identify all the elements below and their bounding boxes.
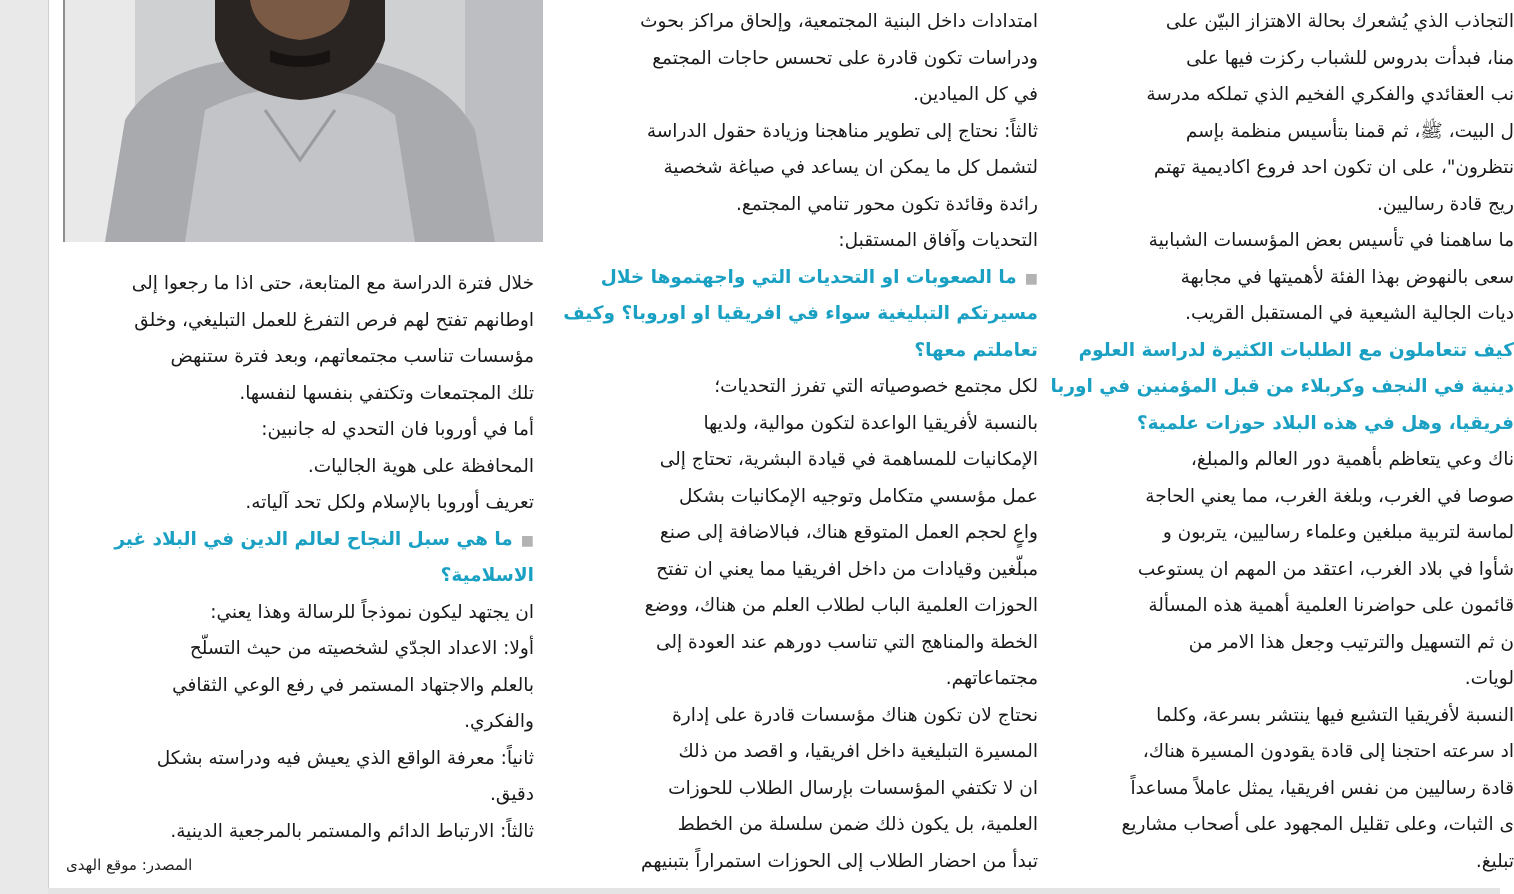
text-line: لتشمل كل ما يمكن ان يساعد في صياغة شخصية <box>663 157 1038 178</box>
question-line: فريقيا، وهل في هذه البلاد حوزات علمية؟ <box>1136 412 1514 434</box>
article-column-middle <box>563 4 1038 880</box>
text-line: التجاذب الذي يُشعرك بحالة الاهتزاز البيّن على <box>1165 11 1514 32</box>
text-line: ديات الجالية الشيعية في المستقبل القريب. <box>1185 303 1514 324</box>
text-line: المسيرة التبليغية داخل افريقيا، و اقصد من ذلك <box>678 741 1038 762</box>
portrait-illustration <box>65 0 543 242</box>
text-line: ثالثاً: نحتاج إلى تطوير مناهجنا وزيادة حقول الدراسة <box>646 120 1038 142</box>
text-line: الإمكانيات للمساهمة في قيادة البشرية، تحتاج إلى <box>659 449 1038 470</box>
text-line: تعريف أوروبا بالإسلام ولكل تحد آلياته. <box>245 492 534 513</box>
text-line: قادة رساليين من نفس افريقيا، يمثل عاملاً مساعداً <box>1130 777 1514 799</box>
text-line: بالعلم والاجتهاد المستمر في رفع الوعي الثقافي <box>172 674 534 696</box>
article-column-left <box>66 266 534 850</box>
text-line: ثانياً: معرفة الواقع الذي يعيش فيه ودراسته بشكل <box>156 747 534 769</box>
text-line: ثالثاً: الارتباط الدائم والمستمر بالمرجعية الدينية. <box>170 820 534 842</box>
text-line: نتظرون"، على ان تكون احد فروع اكاديمية تهتم <box>1153 157 1514 178</box>
text-line: ودراسات تكون قادرة على تحسس حاجات المجتمع <box>652 47 1038 69</box>
text-line: أولا: الاعداد الجدّي لشخصيته من حيث التسلّح <box>189 638 534 659</box>
text-line: لماسة لتربية مبلغين وعلماء رساليين، يتربون و <box>1162 522 1514 543</box>
text-line: تلك المجتمعات وتكتفي بنفسها لنفسها. <box>239 382 534 404</box>
question-line <box>570 260 1038 297</box>
text-line: ل البيت، ﷺ، ثم قمنا بتأسيس منظمة بإسم <box>1185 120 1514 142</box>
text-line: منا، فبدأت بدروس للشباب ركزت فيها على <box>1186 47 1514 69</box>
question-line: تعاملتم معها؟ <box>914 339 1038 361</box>
text-line: سعى بالنهوض بهذا الفئة لأهميتها في مجابهة <box>1180 266 1514 288</box>
bullet-icon: ■ <box>520 532 534 549</box>
question-line: دينية في النجف وكربلاء من قبل المؤمنين في اوربا <box>1050 376 1514 397</box>
question-line: كيف تتعاملون مع الطلبات الكثيرة لدراسة العلوم <box>1078 339 1514 361</box>
text-line: أما في أوروبا فان التحدي له جانبين: <box>261 419 534 440</box>
text-line: ريج قادة رساليين. <box>1376 193 1514 215</box>
text-line: ى الثبات، وعلى تقليل المجهود على أصحاب مشاريع <box>1121 814 1514 835</box>
text-line: ن ثم التسهيل والترتيب وجعل هذا الامر من <box>1188 631 1514 653</box>
text-line: العلمية، بل يكون ذلك ضمن سلسلة من الخطط <box>677 814 1038 835</box>
text-line: ناك وعي يتعاظم بأهمية دور العالم والمبلغ، <box>1190 449 1514 470</box>
bullet-icon: ■ <box>1024 270 1038 287</box>
question-line: الاسلامية؟ <box>440 565 534 586</box>
text-line: والفكري. <box>464 711 534 732</box>
section-heading: التحديات وآفاق المستقبل: <box>838 230 1038 251</box>
text-line: مجتماعاتهم. <box>945 668 1038 689</box>
text-line: خلال فترة الدراسة مع المتابعة، حتى اذا ما رجعوا إلى <box>131 273 534 294</box>
text-line: المحافظة على هوية الجاليات. <box>307 455 534 477</box>
article-column-right <box>1050 4 1514 880</box>
text-line: لكل مجتمع خصوصياته التي تفرز التحديات؛ <box>714 376 1038 397</box>
text-line: في كل الميادين. <box>913 84 1038 105</box>
text-line: رائدة وقائدة تكون محور تنامي المجتمع. <box>736 193 1038 215</box>
text-line: دقيق. <box>490 784 534 805</box>
text-line: بالنسبة لأفريقيا الواعدة لتكون موالية، ولديها <box>703 412 1038 434</box>
text-line: تبدأ من احضار الطلاب إلى الحوزات استمراراً بتبنيهم <box>641 850 1038 872</box>
source-credit: المصدر: موقع الهدى <box>66 856 193 874</box>
text-line: شأوا في بلاد الغرب، اعتقد من المهم ان يستوعب <box>1137 558 1514 580</box>
question-line: مسيرتكم التبليغية سواء في افريقيا او اوروبا؟ وكيف <box>563 303 1038 324</box>
text-line: ما ساهمنا في تأسيس بعض المؤسسات الشبابية <box>1148 230 1514 251</box>
text-line: النسبة لأفريقيا التشيع فيها ينتشر بسرعة، وكلما <box>1156 704 1514 726</box>
text-line: قائمون على حواضرنا العلمية أهمية هذه المسألة <box>1148 595 1514 616</box>
text-line: الخطة والمناهج التي تناسب دورهم عند العودة إلى <box>655 631 1038 653</box>
text-line: عمل مؤسسي متكامل وتوجيه الإمكانيات بشكل <box>679 485 1038 507</box>
text-line: نب العقائدي والفكري الفخيم الذي تملكه مدرسة <box>1146 84 1514 105</box>
text-line: نحتاج لان تكون هناك مؤسسات قادرة على إدارة <box>672 704 1038 726</box>
text-line: اد سرعته احتجنا إلى قادة يقودون المسيرة هناك، <box>1142 741 1514 762</box>
text-line: الحوزات العلمية الباب لطلاب العلم من هناك، ووضع <box>644 595 1038 616</box>
text-line: امتدادات داخل البنية المجتمعية، وإلحاق مراكز بحوث <box>640 11 1038 32</box>
text-line: مؤسسات تناسب مجتمعاتهم، وبعد فترة ستنهض <box>170 346 534 367</box>
text-line: اوطانهم تفتح لهم فرص التفرغ للعمل التبليغي، وخلق <box>134 309 534 331</box>
text-line: مبلّغين وقيادات من داخل افريقيا مما يعني ان تفتح <box>656 558 1038 580</box>
text-line: واعٍ لحجم العمل المتوقع هناك، فبالاضافة إلى صنع <box>659 522 1038 543</box>
text-line: صوصا في الغرب، وبلغة الغرب، مما يعني الحاجة <box>1145 485 1514 507</box>
text-line: لويات. <box>1464 668 1514 689</box>
text-line: ان لا تكتفي المؤسسات بإرسال الطلاب للحوزات <box>668 777 1038 799</box>
page-edge <box>0 0 49 894</box>
question-text: ما الصعوبات او التحديات التي واجهتموها خلال <box>600 266 1017 288</box>
text-line: تبليغ. <box>1475 850 1514 872</box>
portrait-photo <box>63 0 541 242</box>
page-bottom-band <box>48 888 1500 894</box>
question-line <box>66 522 534 559</box>
text-line: ان يجتهد ليكون نموذجاً للرسالة وهذا يعني: <box>210 601 534 623</box>
question-text: ما هي سبل النجاح لعالم الدين في البلاد غير <box>114 528 513 550</box>
